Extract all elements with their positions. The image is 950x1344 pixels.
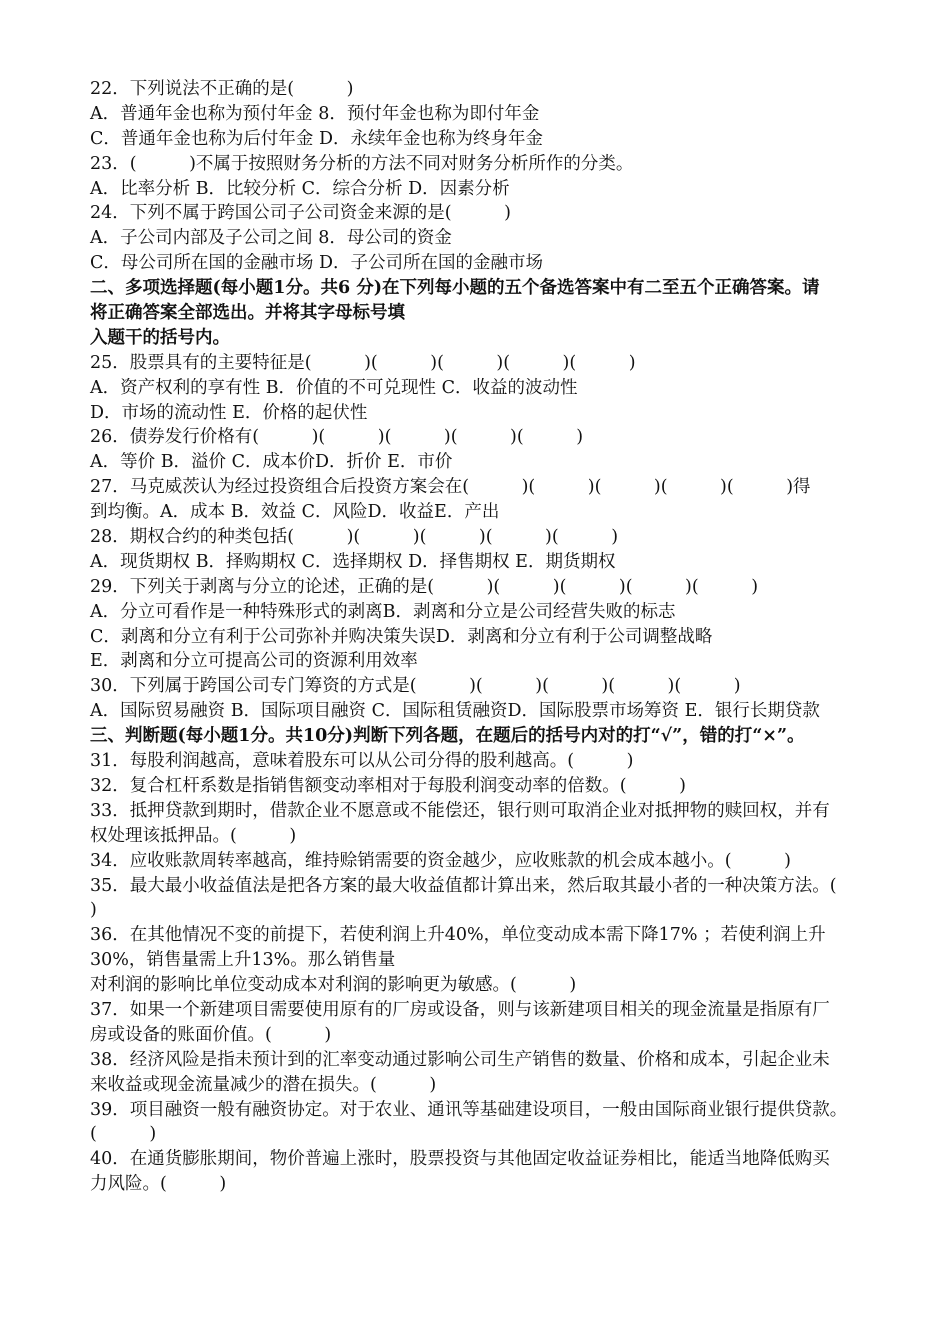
question-text-line: 30%，销售量需上升13%。那么销售量 xyxy=(90,950,396,971)
question-text-line: 34．应收账款周转率越高，维持赊销需要的资金越少，应收账款的机会成本越小。( ) xyxy=(90,850,791,871)
question-text-line: 36．在其他情况不变的前提下，若使利润上升40%，单位变动成本需下降17% ；若使利润上升 xyxy=(90,925,826,946)
section-heading-line: 将正确答案全部选出。并将其字母标号填 xyxy=(90,303,405,324)
question-text-line: A．普通年金也称为预付年金 8．预付年金也称为即付年金 xyxy=(90,103,540,124)
question-text-line: A．分立可看作是一种特殊形式的剥离B．剥离和分立是公司经营失败的标志 xyxy=(90,601,676,622)
question-text-line: C．普通年金也称为后付年金 D．永续年金也称为终身年金 xyxy=(90,128,543,149)
question-text-line: 来收益或现金流量减少的潜在损失。( ) xyxy=(90,1074,437,1095)
question-text-line: 33．抵押贷款到期时，借款企业不愿意或不能偿还，银行则可取消企业对抵押物的赎回权，并有 xyxy=(90,800,830,821)
question-text-line: 28．期权合约的种类包括( )( )( )( )( ) xyxy=(90,527,619,548)
question-text-line: E．剥离和分立可提高公司的资源利用效率 xyxy=(90,651,418,672)
section-heading-line: 入题干的括号内。 xyxy=(90,327,230,348)
exam-document xyxy=(90,77,910,1197)
question-text-line: A．等价 B．溢价 C．成本价D．折价 E．市价 xyxy=(90,452,453,473)
question-text-line: 40．在通货膨胀期间，物价普遍上涨时，股票投资与其他固定收益证券相比，能适当地降低购买 xyxy=(90,1149,830,1170)
question-text-line: A．比率分析 B．比较分析 C．综合分析 D．因素分析 xyxy=(90,178,510,199)
question-text-line: 24．下列不属于跨国公司子公司资金来源的是( ) xyxy=(90,203,511,224)
question-text-line: 22．下列说法不正确的是( ) xyxy=(90,79,354,99)
question-text-line: 38．经济风险是指未预计到的汇率变动通过影响公司生产销售的数量、价格和成本，引起企业未 xyxy=(90,1049,830,1070)
question-text-line: 对利润的影响比单位变动成本对利润的影响更为敏感。( ) xyxy=(90,975,577,996)
question-text-line: 30．下列属于跨国公司专门筹资的方式是( )( )( )( )( ) xyxy=(90,676,741,697)
question-text-line: 29．下列关于剥离与分立的论述，正确的是( )( )( )( )( ) xyxy=(90,576,759,597)
question-text-line: 权处理该抵押品。( ) xyxy=(90,825,297,846)
question-text-line: 31．每股利润越高，意味着股东可以从公司分得的股利越高。( ) xyxy=(90,751,634,772)
question-text-line: 26．债券发行价格有( )( )( )( )( ) xyxy=(90,427,584,448)
question-text-line: 39．项目融资一般有融资协定。对于农业、通讯等基础建设项目，一般由国际商业银行提供贷款。 xyxy=(90,1099,848,1120)
question-text-line: 32．复合杠杆系数是指销售额变动率相对于每股利润变动率的倍数。( ) xyxy=(90,775,686,796)
section-heading-line: 二、多项选择题(每小题1分。共6 分)在下列每小题的五个备选答案中有二至五个正确答案。请 xyxy=(90,278,820,299)
question-text-line: 房或设备的账面价值。( ) xyxy=(90,1024,332,1045)
question-text-line: C．剥离和分立有利于公司弥补并购决策失误D．剥离和分立有利于公司调整战略 xyxy=(90,626,713,647)
question-text-line: A．子公司内部及子公司之间 8．母公司的资金 xyxy=(90,228,452,249)
question-text-line: 23．( )不属于按照财务分析的方法不同对财务分析所作的分类。 xyxy=(90,153,634,174)
question-text-line: 27．马克威茨认为经过投资组合后投资方案会在( )( )( )( )( )得 xyxy=(90,477,811,498)
question-text-line: 到均衡。A．成本 B．效益 C．风险D．收益E．产出 xyxy=(90,502,500,523)
question-text-line: ( ) xyxy=(90,1124,157,1145)
question-text-line: 力风险。( ) xyxy=(90,1174,227,1195)
question-text-line: ) xyxy=(90,900,97,921)
question-text-line: C．母公司所在国的金融市场 D．子公司所在国的金融市场 xyxy=(90,253,543,274)
question-text-line: A．国际贸易融资 B．国际项目融资 C．国际租赁融资D．国际股票市场筹资 E．银行长期贷款 xyxy=(90,701,820,722)
question-text-line: A．资产权利的享有性 B．价值的不可兑现性 C．收益的波动性 xyxy=(90,377,578,398)
question-text-line: 35．最大最小收益值法是把各方案的最大收益值都计算出来，然后取其最小者的一种决策方法。( xyxy=(90,875,837,896)
question-text-line: D．市场的流动性 E．价格的起伏性 xyxy=(90,402,368,423)
question-text-line: 25．股票具有的主要特征是( )( )( )( )( ) xyxy=(90,352,636,373)
section-heading-line: 三、判断题(每小题1分。共10分)判断下列各题，在题后的括号内对的打“√”，错的打“×”。 xyxy=(90,726,805,747)
question-text-line: 37．如果一个新建项目需要使用原有的厂房或设备，则与该新建项目相关的现金流量是指原有厂 xyxy=(90,999,830,1020)
question-text-line: A．现货期权 B．择购期权 C．选择期权 D．择售期权 E．期货期权 xyxy=(90,551,616,572)
